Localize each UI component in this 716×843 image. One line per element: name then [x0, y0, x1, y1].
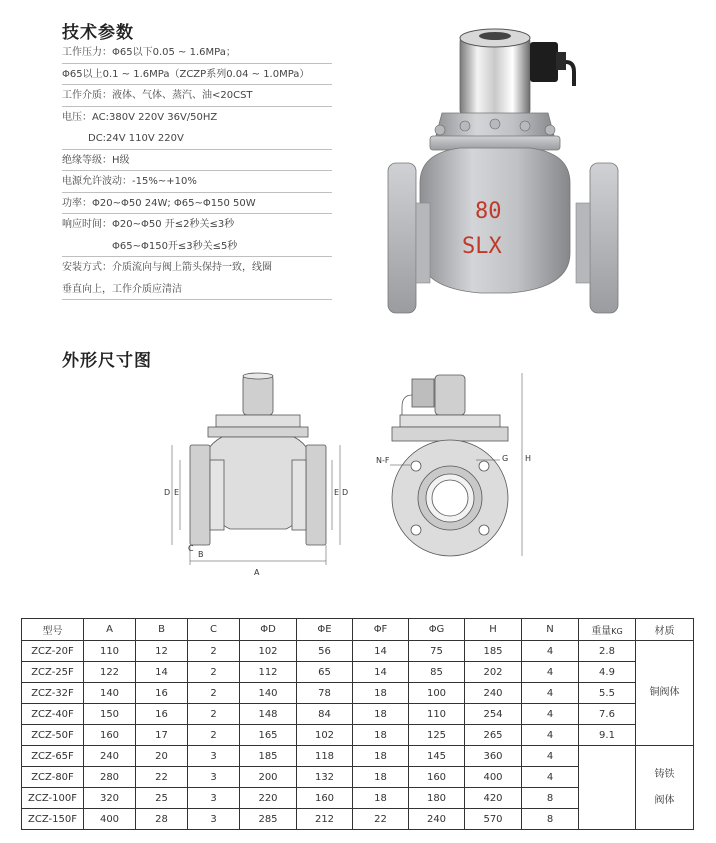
cell: 4.9	[579, 662, 636, 683]
col-d: ΦD	[240, 619, 297, 641]
cell: 180	[409, 788, 465, 809]
cell: 265	[465, 725, 522, 746]
cell: 16	[136, 704, 188, 725]
cell: ZCZ-25F	[22, 662, 84, 683]
dimension-title: 外形尺寸图	[62, 351, 152, 371]
cell: 14	[353, 641, 409, 662]
cell: 4	[522, 641, 579, 662]
label-c: C	[188, 544, 194, 553]
spec-title: 技术参数	[62, 23, 134, 43]
col-g: ΦG	[409, 619, 465, 641]
col-a: A	[84, 619, 136, 641]
cell: 200	[240, 767, 297, 788]
cell: 78	[297, 683, 353, 704]
cell: 160	[297, 788, 353, 809]
cell: 118	[297, 746, 353, 767]
spec-install-2: 垂直向上，工作介质应清洁	[62, 279, 332, 301]
cell: 3	[188, 788, 240, 809]
material-cast-line1: 铸铁	[654, 768, 675, 780]
cell: ZCZ-40F	[22, 704, 84, 725]
cell: ZCZ-150F	[22, 809, 84, 830]
spec-power: 功率：Φ20~Φ50 24W; Φ65~Φ150 50W	[62, 193, 332, 215]
cell: 9.1	[579, 725, 636, 746]
material-cast-line2: 阀体	[654, 794, 675, 806]
col-weight	[579, 619, 636, 641]
cell: 18	[353, 725, 409, 746]
cell: 18	[353, 788, 409, 809]
cell: 84	[297, 704, 353, 725]
cell: 4	[522, 704, 579, 725]
col-weight-label: 重量	[591, 626, 612, 637]
cell: 240	[465, 683, 522, 704]
cell: 7.6	[579, 704, 636, 725]
cell: ZCZ-80F	[22, 767, 84, 788]
cell: 14	[353, 662, 409, 683]
cell: 25	[136, 788, 188, 809]
col-material: 材质	[636, 619, 694, 641]
cell: 8	[522, 809, 579, 830]
cell: 150	[84, 704, 136, 725]
cell: 3	[188, 746, 240, 767]
table-row	[22, 746, 694, 767]
col-c: C	[188, 619, 240, 641]
cell: 4	[522, 683, 579, 704]
cell: 56	[297, 641, 353, 662]
cell: 2	[188, 641, 240, 662]
cell: 18	[353, 704, 409, 725]
cell: 2	[188, 725, 240, 746]
cell: 4	[522, 662, 579, 683]
cell: 3	[188, 767, 240, 788]
material-cast	[636, 746, 694, 830]
col-e: ΦE	[297, 619, 353, 641]
label-g: G	[502, 454, 509, 463]
spec-response: 响应时间：Φ20~Φ50 开≤2秒关≤3秒	[62, 219, 235, 230]
spec-response-2: Φ65~Φ150开≤3秒关≤5秒	[62, 236, 332, 258]
cell: 12	[136, 641, 188, 662]
label-e-right: E	[334, 488, 340, 497]
cell: 18	[353, 746, 409, 767]
label-h: H	[525, 454, 532, 463]
cell: 185	[465, 641, 522, 662]
cell: 17	[136, 725, 188, 746]
cell: 110	[84, 641, 136, 662]
cell: 570	[465, 809, 522, 830]
cell: 280	[84, 767, 136, 788]
cell: 22	[353, 809, 409, 830]
spec-pressure-2: Φ65以上0.1 ~ 1.6MPa（ZCZP系列0.04 ~ 1.0MPa）	[62, 64, 332, 86]
cell: 320	[84, 788, 136, 809]
spec-voltage-ac: 电压：AC:380V 220V 36V/50HZ	[62, 111, 218, 123]
cell: ZCZ-100F	[22, 788, 84, 809]
cell: 202	[465, 662, 522, 683]
material-copper: 铜阀体	[636, 641, 694, 746]
weight-blank	[579, 746, 636, 830]
cell: 145	[409, 746, 465, 767]
cell: ZCZ-32F	[22, 683, 84, 704]
cell: 240	[84, 746, 136, 767]
cell: 112	[240, 662, 297, 683]
cell: 254	[465, 704, 522, 725]
cell: 100	[409, 683, 465, 704]
cell: ZCZ-20F	[22, 641, 84, 662]
cell: 5.5	[579, 683, 636, 704]
cell: ZCZ-50F	[22, 725, 84, 746]
cell: 185	[240, 746, 297, 767]
spec-insulation: 绝缘等级：H级	[62, 150, 332, 172]
cell: 160	[409, 767, 465, 788]
label-nf: N-F	[376, 456, 390, 465]
label-a: A	[254, 568, 260, 577]
col-f: ΦF	[353, 619, 409, 641]
valve-photo	[380, 18, 630, 323]
photo-marking-model: SLX	[462, 234, 502, 259]
cell: ZCZ-65F	[22, 746, 84, 767]
cell: 4	[522, 725, 579, 746]
cell: 28	[136, 809, 188, 830]
cell: 110	[409, 704, 465, 725]
table-row	[22, 704, 694, 725]
cell: 148	[240, 704, 297, 725]
table-row	[22, 683, 694, 704]
table-row	[22, 662, 694, 683]
col-n: N	[522, 619, 579, 641]
cell: 2	[188, 683, 240, 704]
col-b: B	[136, 619, 188, 641]
cell: 4	[522, 767, 579, 788]
spec-fluctuation: 电源允许波动：-15%~+10%	[62, 171, 332, 193]
cell: 125	[409, 725, 465, 746]
spec-list	[62, 42, 332, 300]
cell: 140	[240, 683, 297, 704]
cell: 2	[188, 662, 240, 683]
spec-medium: 工作介质：液体、气体、蒸汽、油<20CST	[62, 85, 332, 107]
spec-voltage-dc: DC:24V 110V 220V	[62, 128, 332, 150]
cell: 18	[353, 683, 409, 704]
dimension-drawing	[150, 365, 540, 580]
col-weight-unit: KG	[611, 627, 623, 636]
cell: 212	[297, 809, 353, 830]
cell: 400	[84, 809, 136, 830]
cell: 2	[188, 704, 240, 725]
cell: 122	[84, 662, 136, 683]
cell: 75	[409, 641, 465, 662]
label-e: E	[174, 488, 180, 497]
cell: 16	[136, 683, 188, 704]
cell: 360	[465, 746, 522, 767]
label-d: D	[164, 488, 171, 497]
col-model: 型号	[22, 619, 84, 641]
dimension-table	[21, 618, 694, 830]
photo-marking-size: 80	[475, 199, 502, 224]
cell: 65	[297, 662, 353, 683]
cell: 420	[465, 788, 522, 809]
cell: 14	[136, 662, 188, 683]
cell: 85	[409, 662, 465, 683]
col-h: H	[465, 619, 522, 641]
table-row	[22, 641, 694, 662]
cell: 102	[240, 641, 297, 662]
cell: 20	[136, 746, 188, 767]
cell: 4	[522, 746, 579, 767]
cell: 18	[353, 767, 409, 788]
cell: 3	[188, 809, 240, 830]
spec-install: 安装方式：介质流向与阀上箭头保持一致，线圈	[62, 262, 272, 273]
cell: 8	[522, 788, 579, 809]
cell: 400	[465, 767, 522, 788]
cell: 240	[409, 809, 465, 830]
cell: 132	[297, 767, 353, 788]
cell: 165	[240, 725, 297, 746]
cell: 160	[84, 725, 136, 746]
cell: 285	[240, 809, 297, 830]
table-header-row	[22, 619, 694, 641]
cell: 102	[297, 725, 353, 746]
spec-pressure: 工作压力：Φ65以下0.05 ~ 1.6MPa；	[62, 42, 332, 64]
cell: 22	[136, 767, 188, 788]
cell: 220	[240, 788, 297, 809]
table-row	[22, 725, 694, 746]
label-b: B	[198, 550, 204, 559]
cell: 140	[84, 683, 136, 704]
label-d-right: D	[342, 488, 349, 497]
cell: 2.8	[579, 641, 636, 662]
